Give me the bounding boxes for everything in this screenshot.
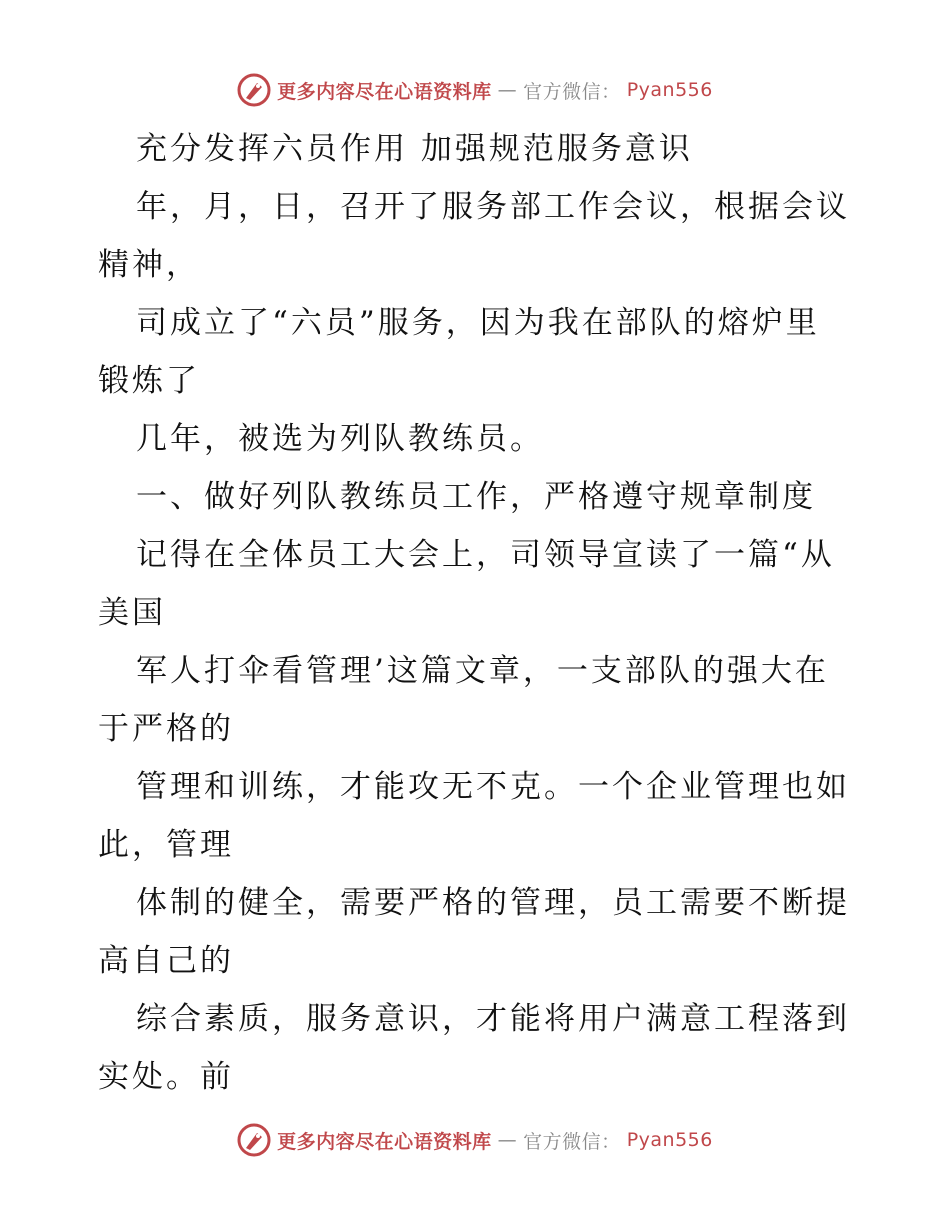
pen-nib-logo-icon: [237, 1123, 271, 1157]
document-body: [98, 120, 858, 1106]
paragraph-line: 此，管理: [98, 827, 234, 863]
paragraph-line: 军人打伞看管理’这篇文章，一支部队的强大在: [136, 653, 829, 689]
header-banner: [0, 70, 950, 110]
pen-nib-logo-icon: [237, 73, 271, 107]
paragraph-line: 高自己的: [98, 943, 234, 979]
paragraph-line: 管理和训练，才能攻无不克。一个企业管理也如: [136, 769, 850, 805]
banner-separator: —: [497, 79, 518, 101]
paragraph-line: 于严格的: [98, 711, 234, 747]
paragraph-line: 年，月，日，召开了服务部工作会议，根据会议: [136, 189, 850, 225]
paragraph-line: 锻炼了: [98, 363, 200, 399]
banner-brand: 更多内容尽在心语资料库: [277, 80, 492, 103]
paragraph-line: 记得在全体员工大会上，司领导宣读了一篇“从: [136, 537, 835, 573]
paragraph-line: 司成立了“六员”服务，因为我在部队的熔炉里: [136, 305, 820, 341]
banner-contact-label: 官方微信：: [523, 80, 621, 103]
paragraph-line: 美国: [98, 595, 166, 631]
banner-separator: —: [497, 1129, 518, 1151]
document-title: 充分发挥六员作用 加强规范服务意识: [136, 131, 693, 167]
section-heading: 一、做好列队教练员工作，严格遵守规章制度: [136, 479, 816, 515]
banner-contact-value: Pyan556: [626, 79, 713, 101]
paragraph-line: 精神，: [98, 247, 200, 283]
footer-banner: [0, 1120, 950, 1160]
paragraph-line: 综合素质，服务意识，才能将用户满意工程落到: [136, 1001, 850, 1037]
banner-brand: 更多内容尽在心语资料库: [277, 1130, 492, 1153]
banner-contact-value: Pyan556: [626, 1129, 713, 1151]
paragraph-line: 实处。前: [98, 1059, 234, 1095]
paragraph-line: 体制的健全，需要严格的管理，员工需要不断提: [136, 885, 850, 921]
paragraph-line: 几年，被选为列队教练员。: [136, 421, 544, 457]
banner-contact-label: 官方微信：: [523, 1130, 621, 1153]
